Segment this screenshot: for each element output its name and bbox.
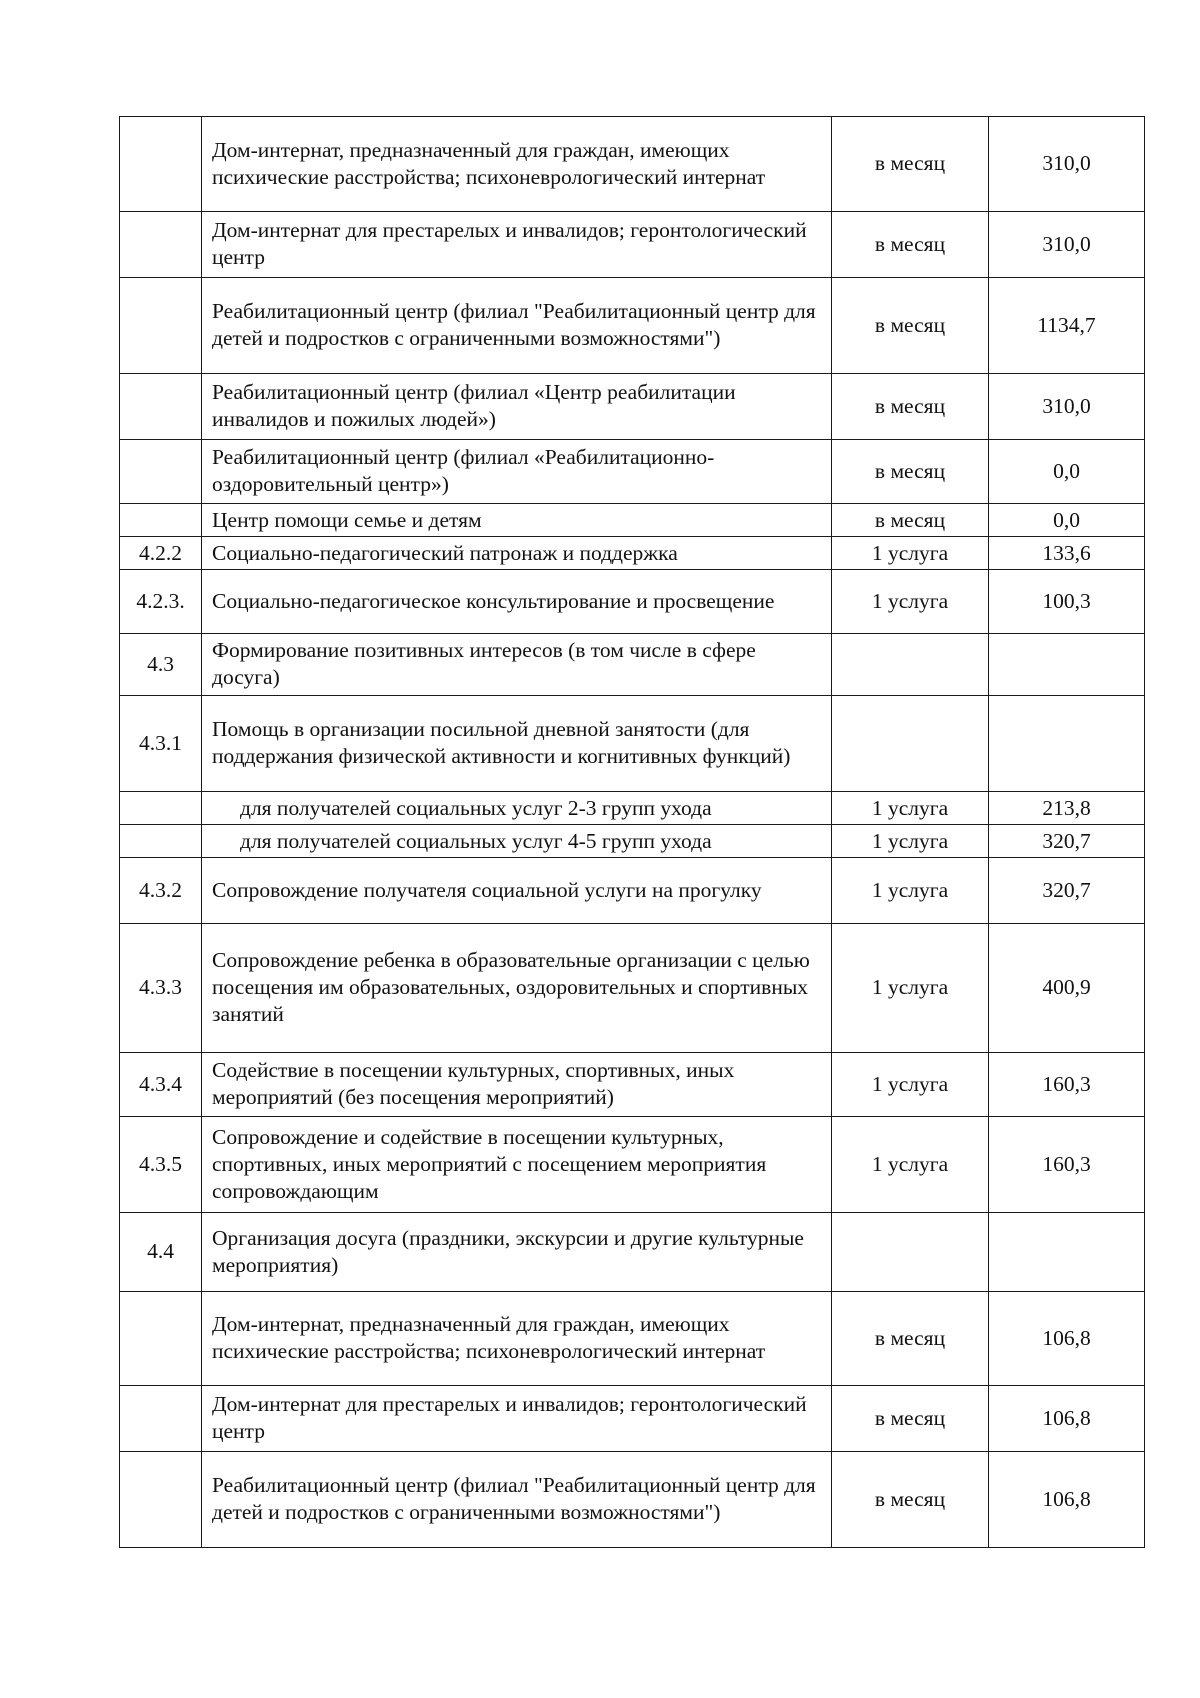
- service-name: Центр помощи семье и детям: [202, 504, 832, 537]
- row-number: 4.3.1: [120, 696, 202, 792]
- table-row: [120, 537, 1145, 570]
- service-name: Дом-интернат для престарелых и инвалидов; геронтологический центр: [202, 212, 832, 278]
- service-name: Дом-интернат для престарелых и инвалидов; геронтологический центр: [202, 1386, 832, 1452]
- row-number: [120, 1292, 202, 1386]
- tariff-value: 160,3: [989, 1117, 1145, 1213]
- unit-of-measure: 1 услуга: [832, 537, 989, 570]
- row-number: [120, 1452, 202, 1548]
- service-name: для получателей социальных услуг 2-3 групп ухода: [202, 792, 832, 825]
- row-number: 4.3.5: [120, 1117, 202, 1213]
- unit-of-measure: 1 услуга: [832, 792, 989, 825]
- unit-of-measure: [832, 634, 989, 696]
- unit-of-measure: 1 услуга: [832, 1117, 989, 1213]
- unit-of-measure: в месяц: [832, 504, 989, 537]
- unit-of-measure: [832, 1213, 989, 1292]
- service-name: Реабилитационный центр (филиал "Реабилитационный центр для детей и подростков с ограниченными возможностями"): [202, 1452, 832, 1548]
- tariff-value: 0,0: [989, 504, 1145, 537]
- service-name: Дом-интернат, предназначенный для граждан, имеющих психические расстройства; психоневрологический интернат: [202, 117, 832, 212]
- tariff-value: 106,8: [989, 1386, 1145, 1452]
- row-number: 4.4: [120, 1213, 202, 1292]
- tariff-value: 310,0: [989, 117, 1145, 212]
- table-row: [120, 278, 1145, 374]
- row-number: [120, 504, 202, 537]
- service-name: Реабилитационный центр (филиал «Центр реабилитации инвалидов и пожилых людей»): [202, 374, 832, 440]
- tariff-value: 320,7: [989, 825, 1145, 858]
- unit-of-measure: 1 услуга: [832, 570, 989, 634]
- table-row: [120, 1386, 1145, 1452]
- table-row: [120, 1452, 1145, 1548]
- unit-of-measure: [832, 696, 989, 792]
- row-number: [120, 374, 202, 440]
- row-number: 4.3.3: [120, 924, 202, 1053]
- service-name: Организация досуга (праздники, экскурсии и другие культурные мероприятия): [202, 1213, 832, 1292]
- table-row: [120, 1292, 1145, 1386]
- tariff-value: 400,9: [989, 924, 1145, 1053]
- row-number: 4.2.2: [120, 537, 202, 570]
- tariff-value: 0,0: [989, 440, 1145, 504]
- service-name: для получателей социальных услуг 4-5 групп ухода: [202, 825, 832, 858]
- row-number: [120, 212, 202, 278]
- row-number: 4.3.2: [120, 858, 202, 924]
- row-number: [120, 1386, 202, 1452]
- unit-of-measure: в месяц: [832, 1386, 989, 1452]
- service-name: Помощь в организации посильной дневной занятости (для поддержания физической активности и когнитивных функций): [202, 696, 832, 792]
- tariff-value: [989, 1213, 1145, 1292]
- row-number: [120, 792, 202, 825]
- service-name: Реабилитационный центр (филиал «Реабилитационно-оздоровительный центр»): [202, 440, 832, 504]
- row-number: [120, 825, 202, 858]
- service-name: Формирование позитивных интересов (в том числе в сфере досуга): [202, 634, 832, 696]
- service-name: Реабилитационный центр (филиал "Реабилитационный центр для детей и подростков с ограниченными возможностями"): [202, 278, 832, 374]
- unit-of-measure: в месяц: [832, 212, 989, 278]
- tariff-value: 320,7: [989, 858, 1145, 924]
- service-name: Сопровождение ребенка в образовательные организации с целью посещения им образовательных, оздоровительных и спортивных занятий: [202, 924, 832, 1053]
- unit-of-measure: в месяц: [832, 1452, 989, 1548]
- unit-of-measure: в месяц: [832, 117, 989, 212]
- row-number: 4.2.3.: [120, 570, 202, 634]
- tariff-value: 310,0: [989, 374, 1145, 440]
- tariff-value: 100,3: [989, 570, 1145, 634]
- table-row: [120, 634, 1145, 696]
- unit-of-measure: в месяц: [832, 440, 989, 504]
- table-row: [120, 792, 1145, 825]
- table-row: [120, 570, 1145, 634]
- table-row: [120, 1117, 1145, 1213]
- tariff-value: 1134,7: [989, 278, 1145, 374]
- table-row: [120, 440, 1145, 504]
- table-row: [120, 696, 1145, 792]
- service-name: Сопровождение получателя социальной услуги на прогулку: [202, 858, 832, 924]
- row-number: [120, 278, 202, 374]
- tariff-table: [119, 116, 1145, 1548]
- table-row: [120, 212, 1145, 278]
- service-name: Сопровождение и содействие в посещении культурных, спортивных, иных мероприятий с посещением мероприятия сопровождающим: [202, 1117, 832, 1213]
- service-name: Социально-педагогическое консультирование и просвещение: [202, 570, 832, 634]
- table-row: [120, 374, 1145, 440]
- tariff-value: [989, 696, 1145, 792]
- unit-of-measure: в месяц: [832, 374, 989, 440]
- service-name: Дом-интернат, предназначенный для граждан, имеющих психические расстройства; психоневрологический интернат: [202, 1292, 832, 1386]
- row-number: [120, 117, 202, 212]
- tariff-value: 213,8: [989, 792, 1145, 825]
- tariff-value: [989, 634, 1145, 696]
- row-number: 4.3: [120, 634, 202, 696]
- tariff-value: 106,8: [989, 1292, 1145, 1386]
- tariff-value: 133,6: [989, 537, 1145, 570]
- unit-of-measure: 1 услуга: [832, 924, 989, 1053]
- tariff-value: 106,8: [989, 1452, 1145, 1548]
- table-row: [120, 117, 1145, 212]
- service-name: Социально-педагогический патронаж и поддержка: [202, 537, 832, 570]
- table-row: [120, 1053, 1145, 1117]
- tariff-value: 310,0: [989, 212, 1145, 278]
- service-name: Содействие в посещении культурных, спортивных, иных мероприятий (без посещения мероприятий): [202, 1053, 832, 1117]
- table-row: [120, 858, 1145, 924]
- unit-of-measure: в месяц: [832, 1292, 989, 1386]
- unit-of-measure: 1 услуга: [832, 1053, 989, 1117]
- row-number: [120, 440, 202, 504]
- table-row: [120, 825, 1145, 858]
- unit-of-measure: в месяц: [832, 278, 989, 374]
- tariff-value: 160,3: [989, 1053, 1145, 1117]
- table-row: [120, 504, 1145, 537]
- table-row: [120, 1213, 1145, 1292]
- unit-of-measure: 1 услуга: [832, 858, 989, 924]
- unit-of-measure: 1 услуга: [832, 825, 989, 858]
- row-number: 4.3.4: [120, 1053, 202, 1117]
- table-row: [120, 924, 1145, 1053]
